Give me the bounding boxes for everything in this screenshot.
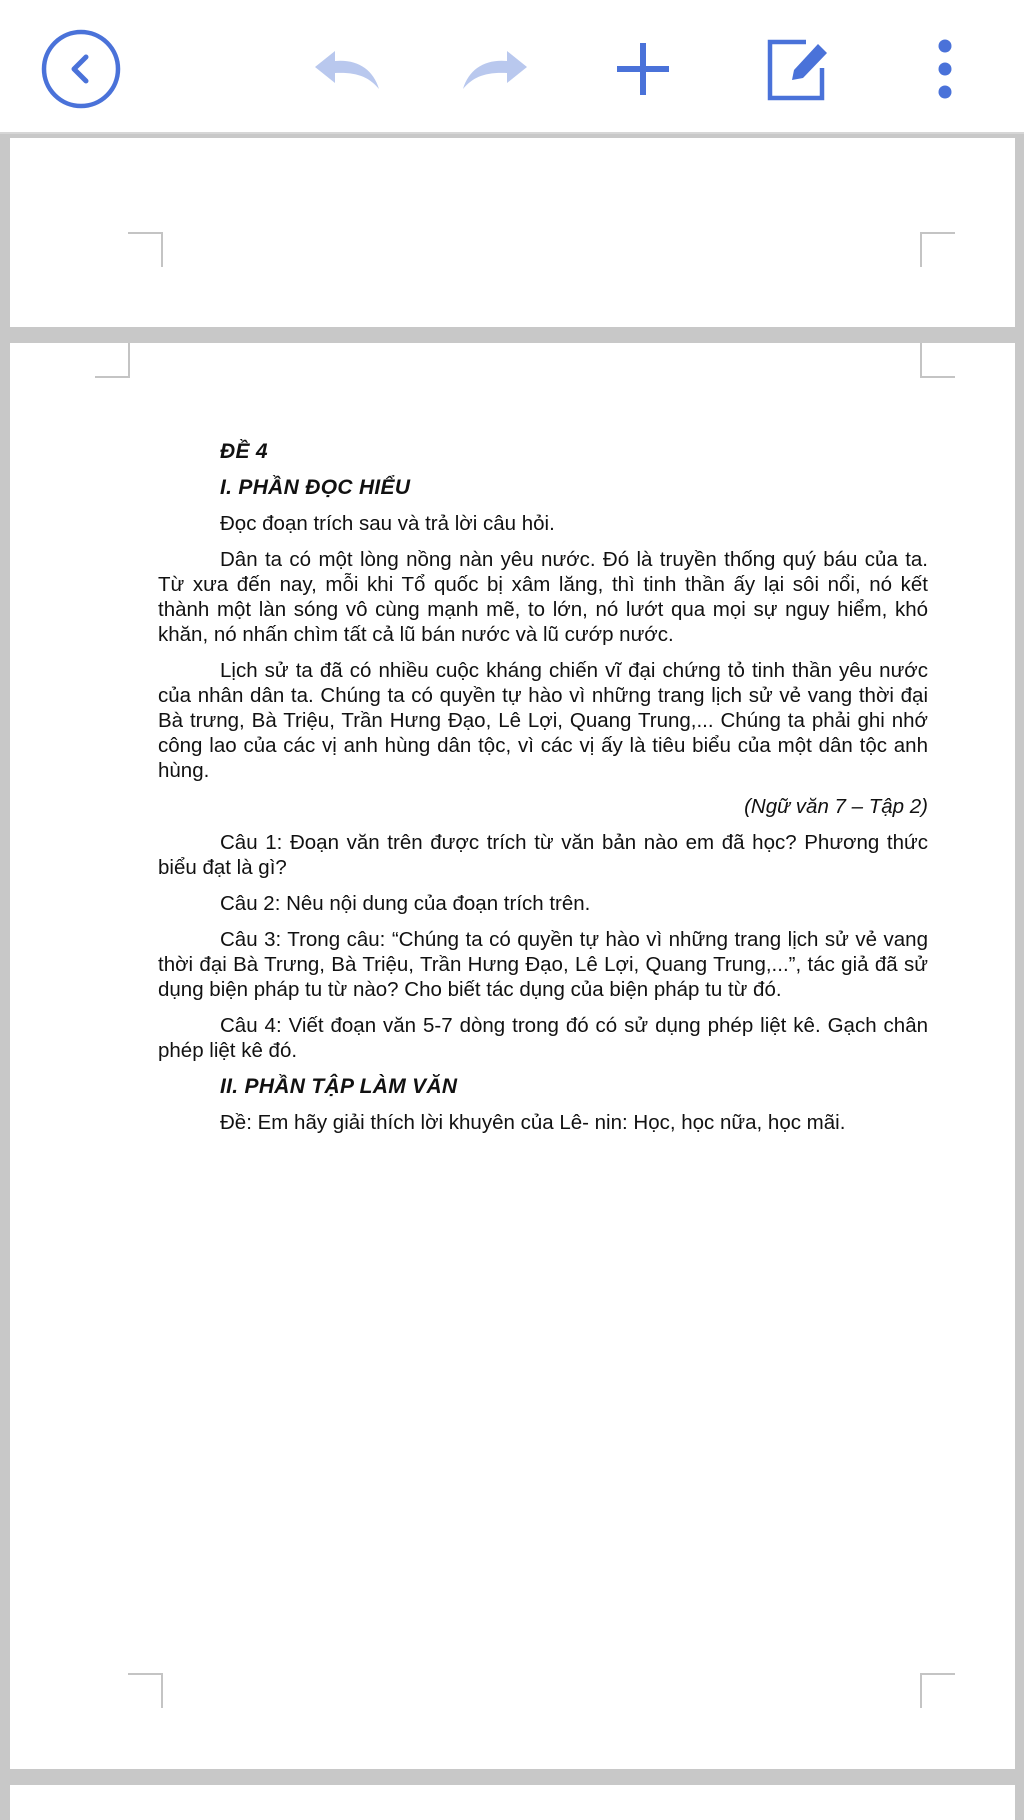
back-icon xyxy=(40,28,122,110)
redo-button[interactable] xyxy=(450,24,540,114)
undo-icon xyxy=(307,39,387,99)
question-1: Câu 1: Đoạn văn trên được trích từ văn bản nào em đã học? Phương thức biểu đạt là gì? xyxy=(158,831,928,879)
back-button[interactable] xyxy=(36,24,126,114)
exam-heading: ĐỀ 4 xyxy=(220,440,268,463)
more-vertical-icon xyxy=(930,34,960,104)
page-corner-mark xyxy=(920,343,955,378)
undo-button[interactable] xyxy=(302,24,392,114)
question-3: Câu 3: Trong câu: “Chúng ta có quyền tự hào vì những trang lịch sử vẻ vang thời đại Bà Trưng, Bà Triệu, Trần Hưng Đạo, Lê Lợi, Quang Trung,...”, tác giả đã sử dụng biện pháp tu từ nào? Cho biết tác dụng của biện pháp tu từ đó. xyxy=(158,928,928,1001)
next-page xyxy=(10,1785,1015,1820)
edit-button[interactable] xyxy=(752,24,842,114)
page-corner-mark xyxy=(95,343,130,378)
redo-icon xyxy=(455,39,535,99)
more-options-button[interactable] xyxy=(900,24,990,114)
section-reading-title: I. PHẦN ĐỌC HIỂU xyxy=(220,476,411,499)
page-corner-mark xyxy=(920,232,955,267)
section-writing-title: II. PHẦN TẬP LÀM VĂN xyxy=(220,1075,458,1098)
question-2: Câu 2: Nêu nội dung của đoạn trích trên. xyxy=(220,892,591,915)
edit-icon xyxy=(762,34,832,104)
passage-paragraph-1: Dân ta có một lòng nồng nàn yêu nước. Đó là truyền thống quý báu của ta. Từ xưa đến nay, mỗi khi Tổ quốc bị xâm lăng, thì tinh thần ấy lại sôi nổi, nó kết thành một làn sóng vô cùng mạnh mẽ, to lớn, nó lướt qua mọi sự nguy hiểm, khó khăn, nó nhấn chìm tất cả lũ bán nước và lũ cướp nước. xyxy=(158,548,928,646)
top-toolbar xyxy=(0,0,1024,134)
add-button[interactable] xyxy=(598,24,688,114)
passage-paragraph-2: Lịch sử ta đã có nhiều cuộc kháng chiến vĩ đại chứng tỏ tinh thần yêu nước của nhân dân ta. Chúng ta có quyền tự hào vì những trang lịch sử vẻ vang thời đại Bà trưng, Bà Triệu, Trần Hưng Đạo, Lê Lợi, Quang Trung,... Chúng ta phải ghi nhớ công lao của các vị anh hùng dân tộc, vì các vị ấy là tiêu biểu của một dân tộc anh hùng. xyxy=(158,659,928,782)
plus-icon xyxy=(613,39,673,99)
document-content xyxy=(158,439,928,1146)
previous-page xyxy=(10,138,1015,327)
instruction-text: Đọc đoạn trích sau và trả lời câu hỏi. xyxy=(220,512,555,535)
page-corner-mark xyxy=(920,1673,955,1708)
page-corner-mark xyxy=(128,1673,163,1708)
page-corner-mark xyxy=(128,232,163,267)
essay-prompt: Đề: Em hãy giải thích lời khuyên của Lê- nin: Học, học nữa, học mãi. xyxy=(220,1111,846,1134)
passage-source: (Ngữ văn 7 – Tập 2) xyxy=(744,795,928,818)
document-page xyxy=(10,343,1015,1769)
question-4: Câu 4: Viết đoạn văn 5-7 dòng trong đó có sử dụng phép liệt kê. Gạch chân phép liệt kê đó. xyxy=(158,1014,928,1062)
